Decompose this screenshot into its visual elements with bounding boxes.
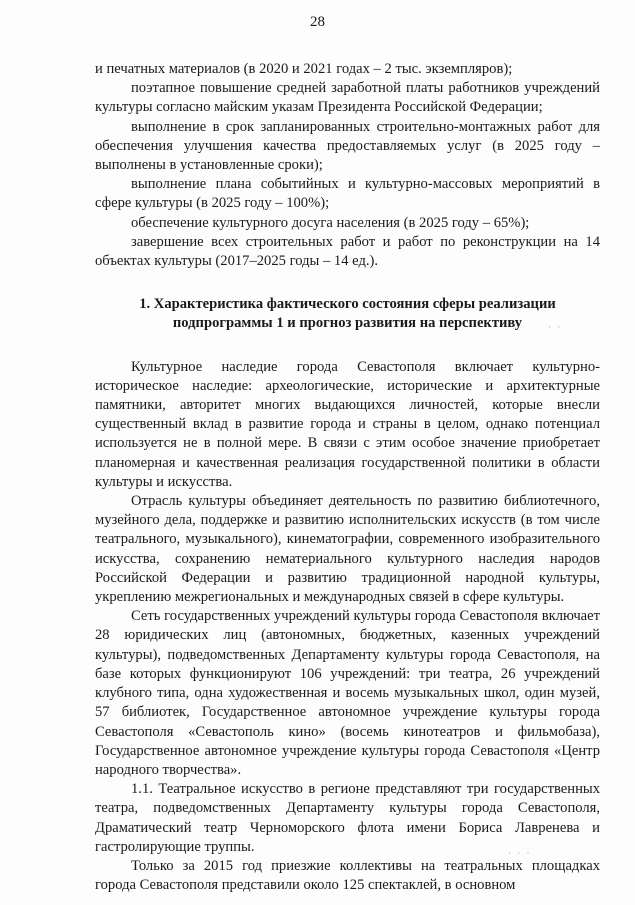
document-body (95, 60, 600, 895)
scan-artifact: · · · (508, 848, 532, 858)
section-heading: 1. Характеристика фактического состояния сферы реализации подпрограммы 1 и прогноз развития на перспективу (139, 296, 556, 332)
scan-artifact: · · (548, 322, 563, 332)
list-item-reconstruction: завершение всех строительных работ и работ по реконструкции на 14 объектах культуры (2017–2025 годы – 14 ед.). (95, 233, 600, 270)
paragraph-touring-troupes: Только за 2015 год приезжие коллективы на театральных площадках города Севастополя представили около 125 спектаклей, в основном (95, 857, 600, 894)
list-item-leisure: обеспечение культурного досуга населения (в 2025 году – 65%); (131, 214, 530, 231)
list-item-events-plan: выполнение плана событийных и культурно-массовых мероприятий в сфере культуры (в 2025 году – 100%); (95, 176, 600, 212)
paragraph-continuation: и печатных материалов (в 2020 и 2021 годах – 2 тыс. экземпляров); (95, 61, 513, 77)
list-item-construction-deadline: выполнение в срок запланированных строительно-монтажных работ для обеспечения улучшения качества предоставляемых услуг (в 2025 году – выполнены в установленные сроки); (95, 118, 600, 174)
paragraph-institution-network: Сеть государственных учреждений культуры города Севастополя включает 28 юридических лиц (автономных, бюджетных, казенных учреждений культуры), подведомственных Департаменту культуры города Севастополя, на базе которых функционируют 106 учреждений: три театра, 26 учреждений клубного типа, одна художественная и восемь музыкальных школ, один музей, 57 библиотек, Государственное автономное учреждение культуры города Севастополя «Севастополь кино» (восемь кинотеатров и фильмобаза), Государственное автономное учреждение культуры города Севастополя «Центр народного творчества». (95, 608, 600, 778)
list-item-salary: поэтапное повышение средней заработной платы работников учреждений культуры согласно майским указам Президента Российской Федерации; (95, 80, 600, 116)
page-number: 28 (310, 14, 325, 30)
paragraph-cultural-heritage: Культурное наследие города Севастополя включает культурно-историческое наследие: археологические, исторические и архитектурные памятники, авторитет многих выдающихся личностей, которые внесли существенный вклад в развитие города и страны в целом, однако потенциал используется не в полной мере. В связи с этим особое значение приобретает планомерная и качественная реализация государственной политики в области культуры и искусства. (95, 358, 600, 490)
paragraph-theatre-art: 1.1. Театральное искусство в регионе представляют три государственных театра, подведомственных Департаменту культуры города Севастополя, Драматический театр Черноморского флота имени Бориса Лавренева и гастролирующие труппы. (95, 781, 600, 855)
paragraph-culture-sector: Отрасль культуры объединяет деятельность по развитию библиотечного, музейного дела, поддержке и развитию исполнительских искусств (в том числе театрального, музыкального), кинематографии, современного изобразительного искусства, сохранению нематериального культурного наследия народов Российской Федерации и развитию традиционной народной культуры, укреплению межрегиональных и международных связей в сфере культуры. (95, 493, 600, 606)
